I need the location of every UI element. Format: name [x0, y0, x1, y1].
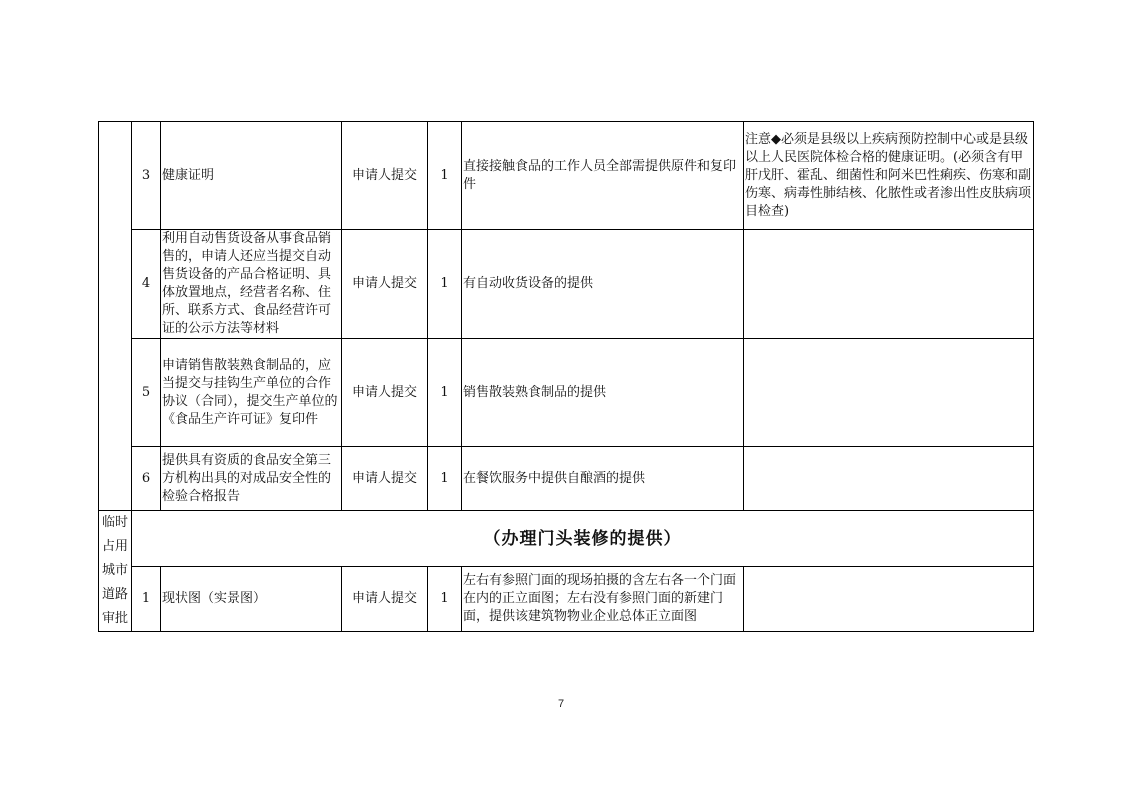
material-source: 申请人提交 [342, 567, 428, 632]
material-name: 利用自动售货设备从事食品销售的，申请人还应当提交自动售货设备的产品合格证明、具体放置地点，经营者名称、住所、联系方式、食品经营许可证的公示方法等材料 [161, 230, 342, 339]
table-row [99, 339, 1034, 447]
material-name: 申请销售散装熟食制品的，应当提交与挂钩生产单位的合作协议（合同），提交生产单位的《食品生产许可证》复印件 [161, 339, 342, 447]
material-note: 注意◆必须是县级以上疾病预防控制中心或是县级以上人民医院体检合格的健康证明。(必须含有甲肝戊肝、霍乱、细菌性和阿米巴性痢疾、伤寒和副伤寒、病毒性肺结核、化脓性或者渗出性皮肤病项目检查) [744, 122, 1034, 230]
material-requirement: 直接接触食品的工作人员全部需提供原件和复印件 [462, 122, 744, 230]
material-quantity: 1 [428, 230, 462, 339]
row-index: 1 [132, 567, 161, 632]
table-row [99, 230, 1034, 339]
material-note [744, 339, 1034, 447]
material-quantity: 1 [428, 447, 462, 511]
material-quantity: 1 [428, 122, 462, 230]
material-name: 提供具有资质的食品安全第三方机构出具的对成品安全性的检验合格报告 [161, 447, 342, 511]
material-requirement: 在餐饮服务中提供自酿酒的提供 [462, 447, 744, 511]
section-header-row [99, 511, 1034, 567]
table-row [99, 447, 1034, 511]
section-title: （办理门头装修的提供） [132, 511, 1034, 567]
page-number: 7 [557, 698, 565, 710]
row-index: 5 [132, 339, 161, 447]
material-quantity: 1 [428, 339, 462, 447]
material-quantity: 1 [428, 567, 462, 632]
row-index: 6 [132, 447, 161, 511]
material-note [744, 567, 1034, 632]
material-note [744, 447, 1034, 511]
row-index: 3 [132, 122, 161, 230]
material-note [744, 230, 1034, 339]
table-row [99, 122, 1034, 230]
category-label: 临时占用城市道路审批 [101, 515, 128, 626]
material-name: 现状图（实景图） [161, 567, 342, 632]
row-index: 4 [132, 230, 161, 339]
material-source: 申请人提交 [342, 339, 428, 447]
material-requirement: 有自动收货设备的提供 [462, 230, 744, 339]
requirements-table [98, 121, 1034, 632]
material-source: 申请人提交 [342, 230, 428, 339]
material-requirement: 销售散装熟食制品的提供 [462, 339, 744, 447]
material-requirement: 左右有参照门面的现场拍摄的含左右各一个门面在内的正立面图；左右没有参照门面的新建门面，提供该建筑物物业企业总体正立面图 [462, 567, 744, 632]
material-source: 申请人提交 [342, 447, 428, 511]
category-cell [99, 511, 132, 632]
material-name: 健康证明 [161, 122, 342, 230]
category-cell-empty [99, 122, 132, 511]
table-row [99, 567, 1034, 632]
material-source: 申请人提交 [342, 122, 428, 230]
